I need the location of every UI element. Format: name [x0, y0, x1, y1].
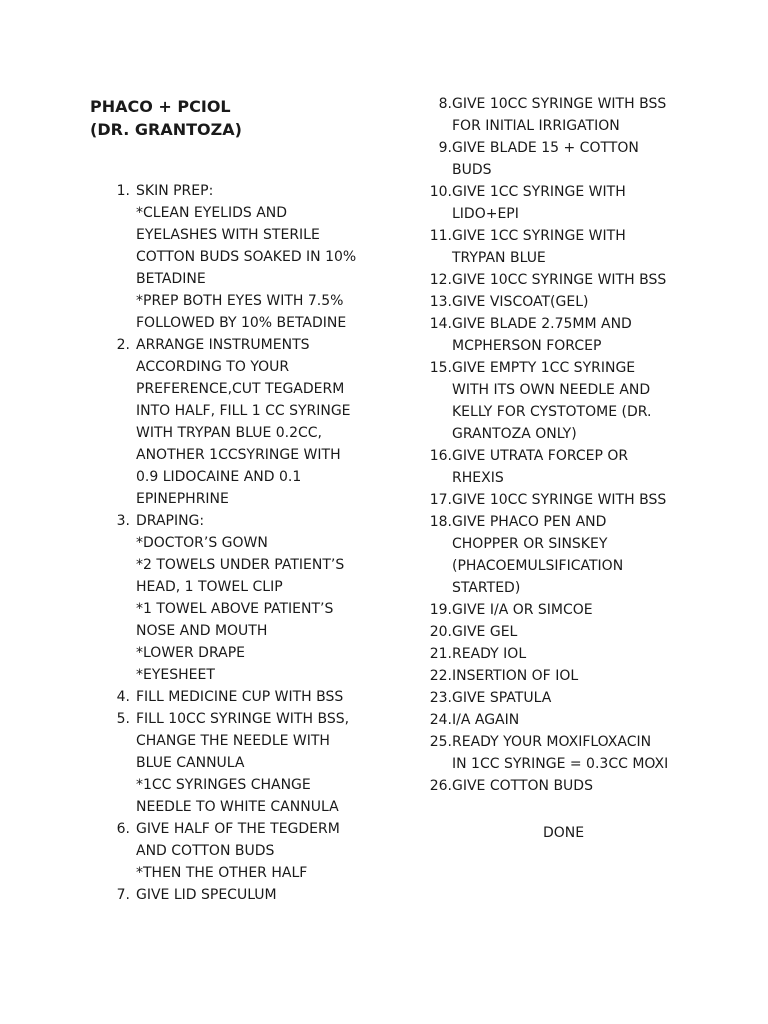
step-line: GIVE 10CC SYRINGE WITH BSS	[452, 492, 667, 508]
step-line: *1 TOWEL ABOVE PATIENT’S	[136, 601, 334, 617]
step-text	[452, 709, 519, 731]
step-line: GRANTOZA ONLY)	[452, 426, 577, 442]
step-number: 26.	[429, 778, 452, 794]
step-text	[452, 225, 626, 269]
step-item	[424, 687, 668, 709]
step-number: 9.	[438, 140, 452, 156]
step-line: NEEDLE TO WHITE CANNULA	[136, 799, 339, 815]
step-line: LIDO+EPI	[452, 206, 519, 222]
step-item	[106, 334, 356, 510]
step-line: (PHACOEMULSIFICATION	[452, 558, 624, 574]
step-text	[452, 731, 668, 775]
step-text	[452, 599, 593, 621]
step-line: READY YOUR MOXIFLOXACIN	[452, 734, 652, 750]
step-item	[106, 708, 356, 818]
step-number: 14.	[429, 316, 452, 332]
step-line: READY IOL	[452, 646, 527, 662]
step-line: FOLLOWED BY 10% BETADINE	[136, 315, 347, 331]
step-text	[136, 884, 277, 906]
step-line: EPINEPHRINE	[136, 491, 229, 507]
step-line: GIVE EMPTY 1CC SYRINGE	[452, 360, 636, 376]
step-item	[424, 313, 668, 357]
step-line: ANOTHER 1CCSYRINGE WITH	[136, 447, 341, 463]
step-number: 21.	[429, 646, 452, 662]
step-line: GIVE I/A OR SIMCOE	[452, 602, 593, 618]
step-text	[136, 510, 344, 686]
step-line: GIVE 10CC SYRINGE WITH BSS	[452, 96, 667, 112]
step-line: INSERTION OF IOL	[452, 668, 579, 684]
step-text	[452, 511, 623, 599]
step-line: KELLY FOR CYSTOTOME (DR.	[452, 404, 652, 420]
step-line: GIVE BLADE 2.75MM AND	[452, 316, 632, 332]
step-line: INTO HALF, FILL 1 CC SYRINGE	[136, 403, 351, 419]
step-number: 5.	[116, 711, 130, 727]
step-text	[452, 643, 526, 665]
step-item	[424, 511, 668, 599]
step-line: TRYPAN BLUE	[452, 250, 546, 266]
step-line: EYELASHES WITH STERILE	[136, 227, 320, 243]
step-line: FOR INITIAL IRRIGATION	[452, 118, 620, 134]
step-line: *CLEAN EYELIDS AND	[136, 205, 288, 221]
step-text	[136, 180, 356, 334]
step-number: 13.	[429, 294, 452, 310]
step-text	[452, 93, 666, 137]
step-number: 24.	[429, 712, 452, 728]
step-number: 22.	[429, 668, 452, 684]
step-number: 23.	[429, 690, 452, 706]
step-number: 1.	[116, 183, 130, 199]
step-line: *2 TOWELS UNDER PATIENT’S	[136, 557, 345, 573]
step-line: GIVE VISCOAT(GEL)	[452, 294, 589, 310]
step-number: 17.	[429, 492, 452, 508]
done-label: DONE	[543, 825, 585, 841]
step-line: CHOPPER OR SINSKEY	[452, 536, 608, 552]
step-item	[106, 884, 356, 906]
step-item	[424, 731, 668, 775]
step-item	[424, 137, 668, 181]
step-text	[452, 137, 639, 181]
step-item	[424, 599, 668, 621]
step-number: 4.	[116, 689, 130, 705]
step-line: *THEN THE OTHER HALF	[136, 865, 308, 881]
step-item	[424, 445, 668, 489]
step-text	[452, 269, 666, 291]
step-text	[452, 181, 626, 225]
step-item	[424, 181, 668, 225]
step-line: HEAD, 1 TOWEL CLIP	[136, 579, 283, 595]
step-line: NOSE AND MOUTH	[136, 623, 268, 639]
step-number: 3.	[116, 513, 130, 529]
step-line: ACCORDING TO YOUR	[136, 359, 290, 375]
step-number: 7.	[116, 887, 130, 903]
step-line: *LOWER DRAPE	[136, 645, 245, 661]
step-line: GIVE UTRATA FORCEP OR	[452, 448, 629, 464]
step-text	[452, 291, 588, 313]
step-line: SKIN PREP:	[136, 183, 214, 199]
step-number: 20.	[429, 624, 452, 640]
step-line: BUDS	[452, 162, 492, 178]
step-number: 16.	[429, 448, 452, 464]
step-number: 25.	[429, 734, 452, 750]
step-text	[136, 686, 343, 708]
step-line: *1CC SYRINGES CHANGE	[136, 777, 311, 793]
step-text	[452, 357, 651, 445]
step-text	[136, 818, 340, 884]
step-item	[424, 291, 668, 313]
step-item	[424, 225, 668, 269]
step-line: WITH ITS OWN NEEDLE AND	[452, 382, 651, 398]
step-line: GIVE 10CC SYRINGE WITH BSS	[452, 272, 667, 288]
step-line: BLUE CANNULA	[136, 755, 245, 771]
step-line: GIVE PHACO PEN AND	[452, 514, 607, 530]
step-line: CHANGE THE NEEDLE WITH	[136, 733, 330, 749]
step-line: GIVE GEL	[452, 624, 518, 640]
steps-list-left	[106, 180, 356, 906]
step-item	[424, 643, 668, 665]
document-subtitle: (DR. GRANTOZA)	[90, 120, 242, 139]
step-number: 8.	[438, 96, 452, 112]
step-number: 12.	[429, 272, 452, 288]
step-number: 19.	[429, 602, 452, 618]
step-text	[452, 687, 551, 709]
step-number: 2.	[116, 337, 130, 353]
step-text	[452, 313, 632, 357]
step-item	[106, 818, 356, 884]
document-title: PHACO + PCIOL	[90, 97, 231, 116]
step-line: *PREP BOTH EYES WITH 7.5%	[136, 293, 344, 309]
step-line: *DOCTOR’S GOWN	[136, 535, 268, 551]
step-line: IN 1CC SYRINGE = 0.3CC MOXI	[452, 756, 669, 772]
step-line: GIVE HALF OF THE TEGDERM	[136, 821, 340, 837]
step-text	[136, 334, 351, 510]
step-line: GIVE COTTON BUDS	[452, 778, 593, 794]
step-number: 6.	[116, 821, 130, 837]
step-line: STARTED)	[452, 580, 521, 596]
step-item	[424, 269, 668, 291]
step-line: WITH TRYPAN BLUE 0.2CC,	[136, 425, 322, 441]
step-item	[106, 510, 356, 686]
step-text	[452, 489, 666, 511]
step-line: COTTON BUDS SOAKED IN 10%	[136, 249, 357, 265]
step-line: GIVE BLADE 15 + COTTON	[452, 140, 639, 156]
step-line: BETADINE	[136, 271, 206, 287]
step-line: 0.9 LIDOCAINE AND 0.1	[136, 469, 302, 485]
step-line: *EYESHEET	[136, 667, 215, 683]
step-item	[424, 357, 668, 445]
step-line: AND COTTON BUDS	[136, 843, 275, 859]
step-line: MCPHERSON FORCEP	[452, 338, 602, 354]
step-number: 11.	[429, 228, 452, 244]
step-line: GIVE SPATULA	[452, 690, 552, 706]
step-item	[106, 686, 356, 708]
step-number: 10.	[429, 184, 452, 200]
step-number: 15.	[429, 360, 452, 376]
steps-list-right	[424, 93, 668, 797]
step-line: RHEXIS	[452, 470, 504, 486]
step-text	[452, 445, 628, 489]
step-line: GIVE 1CC SYRINGE WITH	[452, 228, 626, 244]
step-item	[424, 709, 668, 731]
step-line: FILL 10CC SYRINGE WITH BSS,	[136, 711, 350, 727]
step-line: PREFERENCE,CUT TEGADERM	[136, 381, 345, 397]
step-item	[424, 621, 668, 643]
step-line: ARRANGE INSTRUMENTS	[136, 337, 310, 353]
step-item	[424, 93, 668, 137]
step-text	[136, 708, 349, 818]
step-item	[424, 665, 668, 687]
step-number: 18.	[429, 514, 452, 530]
step-item	[424, 775, 668, 797]
title-block	[90, 95, 242, 141]
step-text	[452, 665, 578, 687]
step-line: FILL MEDICINE CUP WITH BSS	[136, 689, 344, 705]
step-item	[106, 180, 356, 334]
step-text	[452, 621, 517, 643]
step-line: I/A AGAIN	[452, 712, 520, 728]
step-text	[452, 775, 593, 797]
step-line: DRAPING:	[136, 513, 205, 529]
step-line: GIVE LID SPECULUM	[136, 887, 277, 903]
step-item	[424, 489, 668, 511]
step-line: GIVE 1CC SYRINGE WITH	[452, 184, 626, 200]
